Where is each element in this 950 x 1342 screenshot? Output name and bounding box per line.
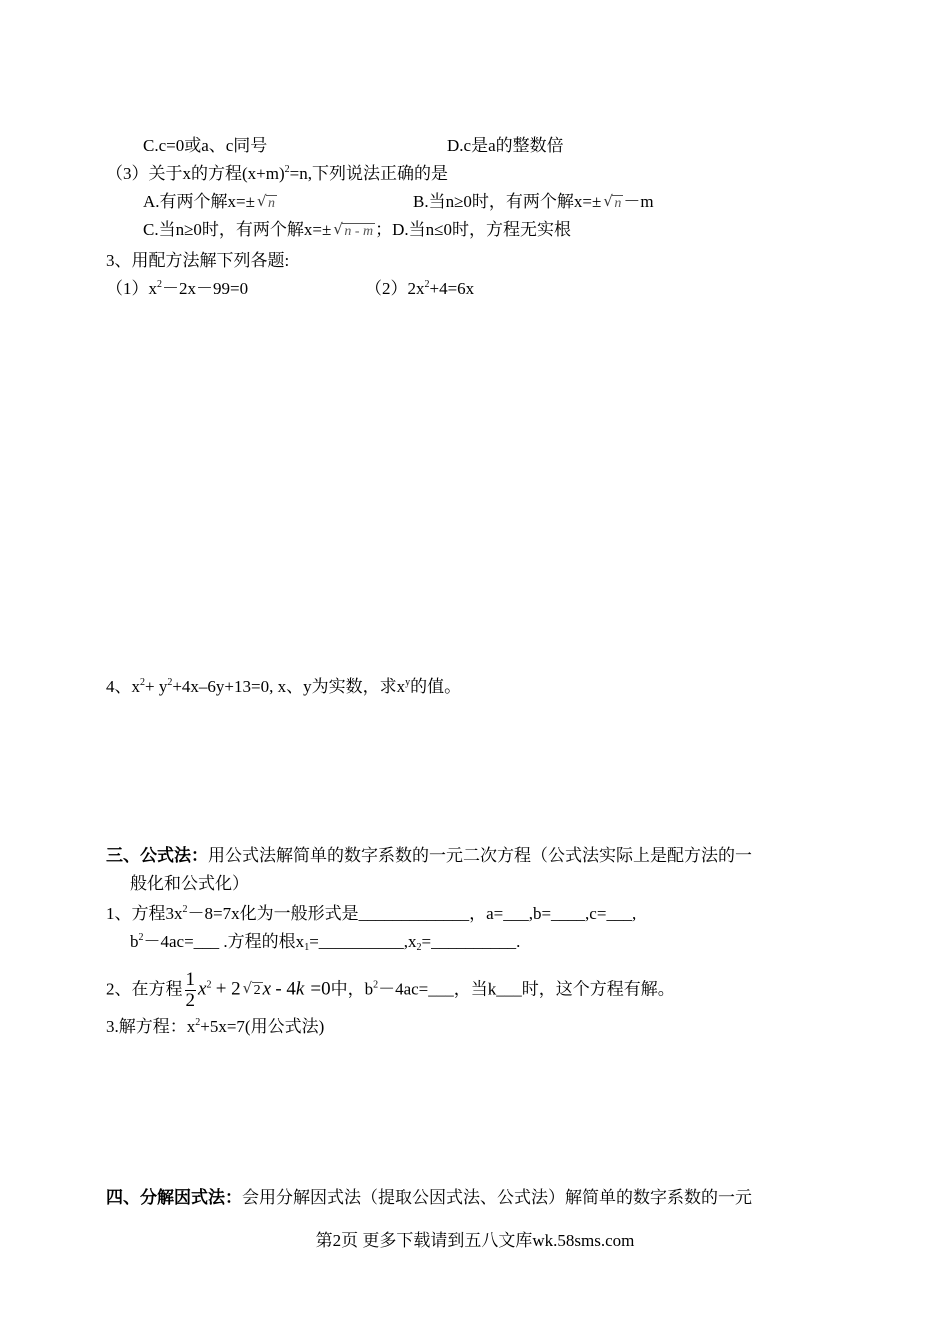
section-4-intro: 四、分解因式法：会用分解因式法（提取公因式法、公式法）解简单的数字系数的一元 <box>106 1188 752 1207</box>
option-a: A.有两个解x=± √ n <box>143 191 277 215</box>
option-c: C.当n≥0时，有两个解x=± √ n - m ；D.当n≤0时，方程无实根 <box>143 219 571 243</box>
question-4: 4、$x^2+ y^2+4x-6y+13=0$, x、y为实数，求$x^y$的值。 <box>106 677 462 696</box>
sqrt-n: √ n <box>256 192 275 211</box>
page-footer: 第2页 更多下载请到五八文库wk.58sms.com <box>315 1231 635 1250</box>
question-3-title: 3、用配方法解下列各题: <box>106 251 290 270</box>
sqrt-2: √ 2 <box>242 979 261 999</box>
option-c-prev: C.c=0或a、c同号 <box>143 136 268 155</box>
sqrt-n-minus-m: √ n - m <box>333 220 374 239</box>
question-3-part-1: $(1)x^2-2x-99=0$ <box>106 279 249 298</box>
fraction-one-half: $\frac{1}{2}$ <box>185 969 195 1011</box>
section-3-question-1-line-2: $b^2-4ac=\_\_\_$ .方程的根$x_1=\_\_\_\_\_\_\_\_\_\_,x_2=\_\_\_\_\_\_\_\_\_\_$. <box>130 932 521 953</box>
option-d: D.当n≤0时，方程无实根 <box>392 220 571 239</box>
question-3-part-2: $(2)2x^2+4=6x$ <box>365 279 475 298</box>
section-3-question-2: 2、在方程 $\frac{1}{2}$ $x^2 + 2$ √ 2 x - 4k =0中，$b^2-4ac=\_\_\_$，当k___时，这个方程有解。 <box>106 969 675 1011</box>
sqrt-n: √ n <box>603 192 622 211</box>
question-3-stem: （3）关于x的方程$(x+m)^2=n$,下列说法正确的是 <box>106 164 448 183</box>
section-3-question-1: 1、方程$3x^2-8=7x$化为一般形式是_____________，a=___,b=____,c=___, <box>106 904 637 923</box>
section-3-heading: 三、公式法： <box>106 846 208 865</box>
section-4-heading: 四、分解因式法： <box>106 1188 242 1207</box>
option-b: B.当n≥0时，有两个解x=± √ n －m <box>413 191 654 215</box>
section-3-intro-cont: 般化和公式化） <box>130 874 249 893</box>
section-3-question-3: 3.解方程：$x^2+5x=7$(用公式法) <box>106 1017 325 1036</box>
option-d-prev: D.c是a的整数倍 <box>447 136 564 155</box>
section-3-intro: 三、公式法：用公式法解简单的数字系数的一元二次方程（公式法实际上是配方法的一 <box>106 846 752 865</box>
